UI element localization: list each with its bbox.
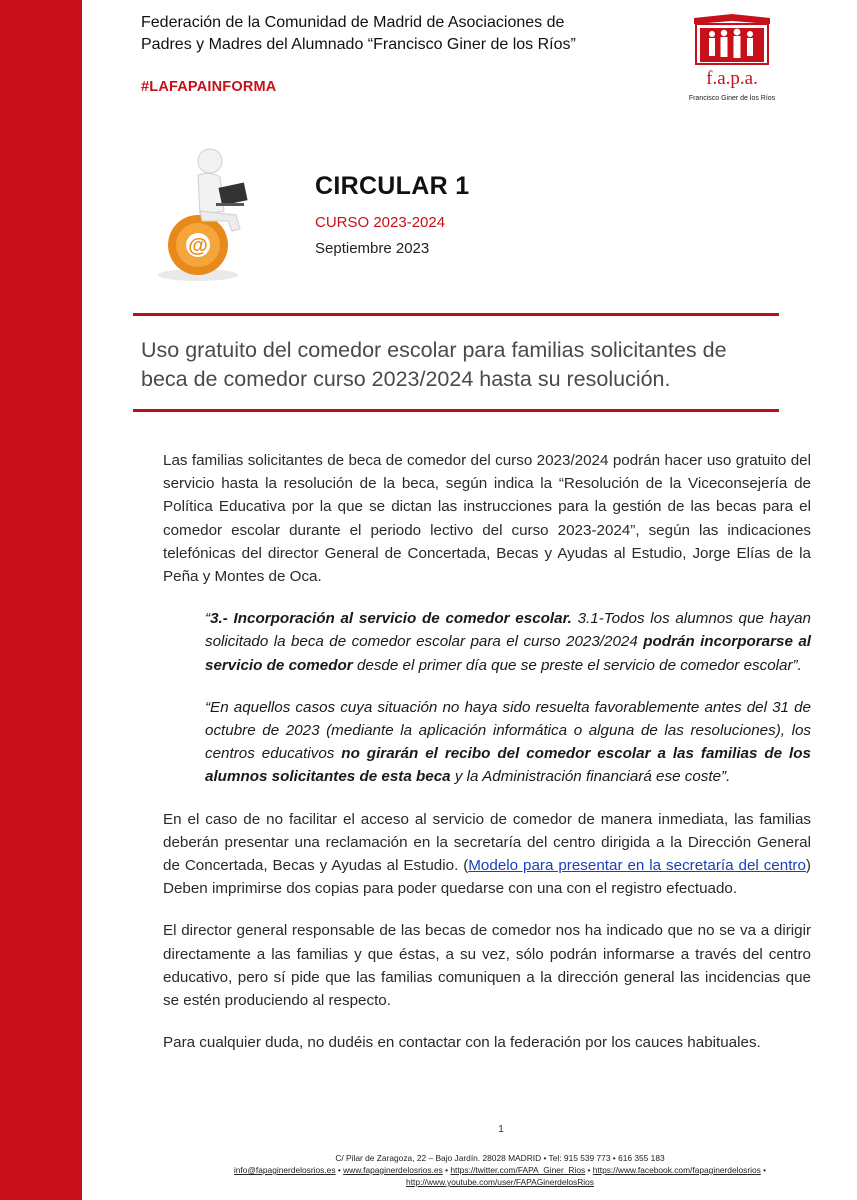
- svg-text:@: @: [188, 235, 208, 257]
- footer: [150, 1152, 850, 1188]
- org-line-2: Padres y Madres del Alumnado “Francisco Giner de los Ríos”: [141, 36, 576, 53]
- top-divider: [133, 313, 779, 316]
- paragraph-director: El director general responsable de las becas de comedor nos ha indicado que no se va a dirigir directamente a las familias y que éstas, a su vez, sólo podrán informarse a través del centro educativo, pero sí pide que las familias comuniquen a la dirección general las incidencias que se estén produciendo al respecto.: [163, 922, 811, 1010]
- circular-title: CIRCULAR 1: [315, 172, 470, 200]
- footer-links: info@fapaginerdelosrios.es • www.fapaginerdelosrios.es • https://twitter.com/FAPA_Giner_Rios • https://www.facebook.com/fapaginerdelosrios •: [233, 1165, 767, 1175]
- school-year: CURSO 2023-2024: [315, 214, 446, 231]
- footer-email-link[interactable]: info@fapaginerdelosrios.es: [233, 1165, 336, 1175]
- quote-1-heading: 3.- Incorporación al servicio de comedor escolar.: [210, 610, 572, 628]
- footer-youtube-link[interactable]: http://www.youtube.com/user/FAPAGinerdelosRios: [406, 1177, 594, 1187]
- footer-address: C/ Pilar de Zaragoza, 22 – Bajo Jardín. 28028 MADRID • Tel: 915 539 773 • 616 355 183: [335, 1153, 665, 1163]
- bottom-divider: [133, 409, 779, 412]
- headline-line-1: Uso gratuito del comedor escolar para familias solicitantes de: [141, 338, 727, 362]
- headline-line-2: beca de comedor curso 2023/2024 hasta su resolución.: [141, 366, 671, 391]
- paragraph-contact: Para cualquier duda, no dudéis en contactar con la federación por los cauces habituales.: [163, 1034, 761, 1052]
- model-document-link[interactable]: Modelo para presentar en la secretaría del centro: [468, 857, 806, 875]
- logo-subtext: Francisco Giner de los Ríos: [688, 95, 776, 102]
- quote-1-emphasis: podrán incorporarse al servicio de comedor: [205, 633, 812, 674]
- circular-date: Septiembre 2023: [315, 240, 430, 257]
- quote-unresolved-cases: “En aquellos casos cuya situación no haya sido resuelta favorablemente antes del 31 de octubre de 2023 (mediante la aplicación informática o alguna de las resoluciones), los centros educativos no girarán el recibo del comedor escolar a las familias de los alumnos solicitantes de esta beca y la Administración financiará ese coste”.: [205, 698, 811, 786]
- organization-name: [141, 12, 576, 56]
- paragraph-intro: Las familias solicitantes de beca de comedor del curso 2023/2024 podrán hacer uso gratuito del servicio hasta la resolución de la beca, según indica la “Resolución de la Viceconsejería de Política Educativa por la que se dictan las instrucciones para la gestión de las becas para el comedor escolar durante el periodo lectivo del curso 2023-2024”, según las indicaciones telefónicas del director General de Concertada, Becas y Ayudas al Estudio, Jorge Elías de la Peña y Montes de Oca.: [163, 452, 811, 586]
- paragraph-claim: En el caso de no facilitar el acceso al servicio de comedor de manera inmediata, las familias deberán presentar una reclamación en la secretaría del centro dirigida a la Dirección General de Concertada, Becas y Ayudas al Estudio. (Modelo para presentar en la secretaría del centro) Deben imprimirse dos copias para poder quedarse con una con el registro efectuado.: [163, 810, 811, 898]
- quote-incorporation: “3.- Incorporación al servicio de comedor escolar. 3.1-Todos los alumnos que hayan solicitado la beca de comedor escolar para el curso 2023/2024 podrán incorporarse al servicio de comedor desde el primer día que se preste el servicio de comedor escolar”.: [205, 610, 812, 674]
- person-on-at-sign-illustration: [140, 145, 280, 285]
- quote-2-emphasis: no girarán el recibo del comedor escolar a las familias de los alumnos solicitantes de esta beca: [205, 745, 811, 786]
- page-number: 1: [498, 1124, 504, 1135]
- hashtag: #LAFAPAINFORMA: [141, 79, 277, 95]
- red-sidebar: [0, 0, 82, 1200]
- footer-web-link[interactable]: www.fapaginerdelosrios.es: [343, 1165, 443, 1175]
- body-text: [163, 449, 811, 1073]
- footer-twitter-link[interactable]: https://twitter.com/FAPA_Giner_Rios: [450, 1165, 586, 1175]
- footer-facebook-link[interactable]: https://www.facebook.com/fapaginerdelosrios: [592, 1165, 761, 1175]
- logo-wordmark: f.a.p.a.: [706, 68, 758, 89]
- org-line-1: Federación de la Comunidad de Madrid de Asociaciones de: [141, 14, 565, 31]
- fapa-logo: [682, 12, 782, 104]
- headline: [141, 336, 771, 393]
